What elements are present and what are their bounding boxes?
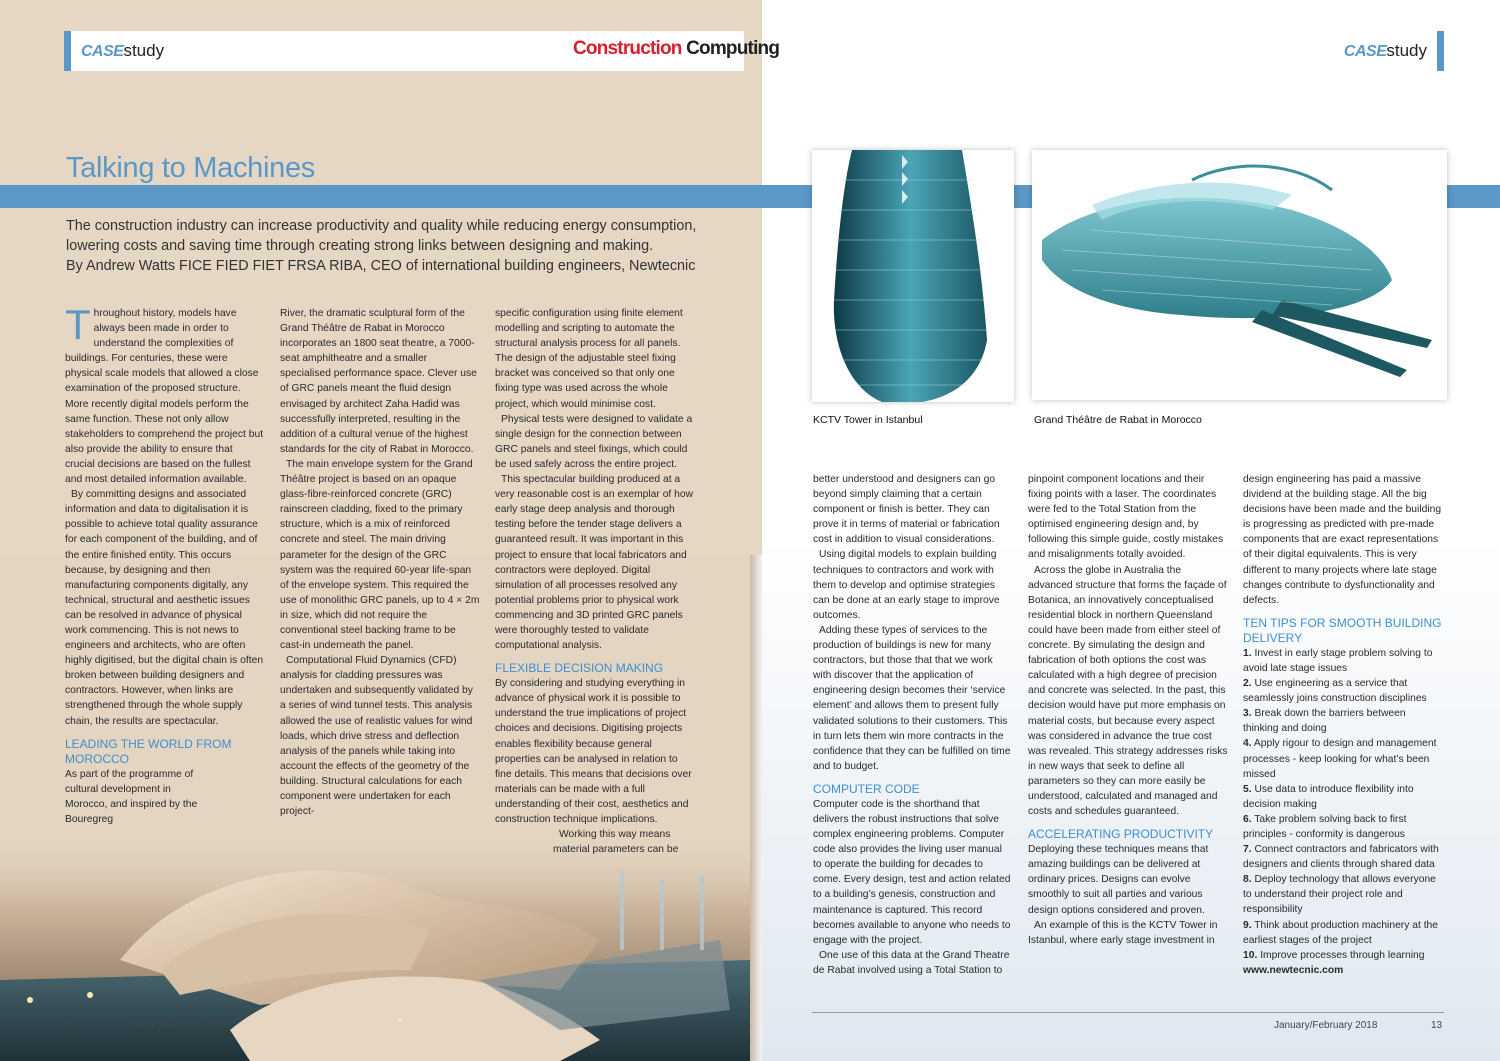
magazine-logo [573, 38, 779, 60]
paragraph: As part of the programme of cultural development in Morocco, and inspired by the Bouregreg [65, 768, 198, 825]
spine-gutter [750, 555, 762, 1061]
section-heading: LEADING THE WORLD FROM MOROCCO [65, 736, 232, 766]
byline: By Andrew Watts FICE FIED FIET FRSA RIBA, CEO of international building engineers, Newtecnic [66, 258, 696, 274]
logo-word-construction: Construction [573, 38, 682, 59]
column-1 [65, 301, 265, 827]
standfirst-line: lowering costs and saving time through creating strong links between designing and making. [66, 238, 654, 254]
paragraph: Deploying these techniques means that amazing buildings can be delivered at ordinary prices. Designs can evolve smoothly to suit all parties and various design options considered and proven. [1028, 844, 1209, 916]
kctv-tower-render [812, 150, 1014, 402]
rabat-theatre-photo [1032, 150, 1447, 400]
paragraph: Working this way means material parameters can be [553, 829, 679, 856]
section-study-word: study [123, 41, 165, 60]
column-5 [1028, 472, 1228, 948]
article-title: Talking to Machines [66, 152, 315, 184]
section-case-word: CASE [81, 43, 124, 60]
tip-item: 6. Take problem solving back to first principles - conformity is dangerous [1243, 813, 1407, 840]
tip-item: 8. Deploy technology that allows everyone to understand their project role and responsibility [1243, 874, 1436, 916]
tip-item: 5. Use data to introduce flexibility into decision making [1243, 783, 1414, 810]
left-issue-date: January/February 2018 [127, 1020, 231, 1031]
column-2 [280, 306, 480, 819]
right-page-number: 13 [1431, 1020, 1443, 1031]
paragraph: hroughout history, models have always been made in order to understand the complexities of buildings. For centuries, these were physical scale models that allowed a close examination of the proposed structure. More recently digital models perform the same function. These not only allow stakeholders to comprehend the project but also provide the ability to ensure that crucial decisions are based on the fullest and most detailed information available. [65, 308, 264, 486]
paragraph: This spectacular building produced at a very reasonable cost is an exemplar of how early stage deep analysis and thorough testing before the tender stage delivers a guaranteed result. It was important in this project to ensure that local fabricators and contractors were deployed. Digital simulation of all processes resolved any potential problems prior to physical work commencing and 3D printed GRC panels were thoroughly tested to validate computational analysis. [495, 474, 694, 652]
paragraph: Computational Fluid Dynamics (CFD) analysis for cladding pressures was undertaken and subsequently validated by a series of wind tunnel tests. This analysis allowed the use of realistic values for wind loads, which drive stress and deflection analysis of the panels while taking into account the effects of the geometry of the building. Structural calculations for each component were undertaken for each project- [280, 655, 473, 818]
paragraph: design engineering has paid a massive dividend at the building stage. All the big decisions have been made and the building is progressing as predicted with pre-made components that are exact representations of their digital equivalents. This is very different to many projects where late stage changes contribute to dysfunctionality and defects. [1243, 474, 1442, 606]
right-section-label [1344, 41, 1427, 61]
tip-item: 2. Use engineering as a service that seamlessly joins construction disciplines [1243, 678, 1427, 705]
right-issue-date: January/February 2018 [1274, 1020, 1378, 1031]
standfirst [66, 216, 746, 276]
tip-item: 9. Think about production machinery at the earliest stages of the project [1243, 919, 1439, 946]
paragraph: Physical tests were designed to validate a single design for the connection between GRC panels and steel fixings, which could be used safely across the entire project. [495, 413, 693, 470]
paragraph: pinpoint component locations and their fixing points with a laser. The coordinates were fed to the Total Station from the optimised engineering design and, by following this simple guide, costly mistakes and misalignments totally avoided. [1028, 474, 1224, 561]
tip-item: 4. Apply rigour to design and management processes - keep looking for what’s been missed [1243, 738, 1437, 780]
tip-item: 3. Break down the barriers between thinking and doing [1243, 708, 1406, 735]
paragraph: By committing designs and associated information and data to digitalisation it is possible to achieve total quality assurance for each component of the building, and of the entire finished entity. This occurs because, by designing and then manufacturing components digitally, any technical, structural and aesthetic issues can be resolved in advance of physical work commencing. This is not news to engineers and architects, who are often highly digitised, but the digital chain is often broken between building designers and contractors. However, when links are strengthened through the whole supply chain, the results are spectacular. [65, 489, 264, 727]
column-4 [813, 472, 1013, 978]
website-link[interactable]: www.newtecnic.com [1243, 964, 1344, 976]
right-header-bar [762, 31, 1444, 71]
section-case-word: CASE [1343, 43, 1387, 60]
logo-word-computing: Computing [686, 38, 780, 59]
paragraph: specific configuration using finite element modelling and scripting to automate the structural analysis process for all panels. The design of the adjustable steel fixing bracket was conceived so that only one fixing type was used across the whole project, which would minimise cost. [495, 308, 683, 410]
left-section-label [81, 41, 164, 61]
drop-cap: T [65, 301, 91, 348]
kctv-caption: KCTV Tower in Istanbul [813, 414, 923, 426]
section-heading: TEN TIPS FOR SMOOTH BUILDING DELIVERY [1243, 615, 1442, 645]
tip-item: 10. Improve processes through learning [1243, 949, 1425, 961]
paragraph: Adding these types of services to the production of buildings is new for many contractors, but those that that we work with discover that the application of engineering design becomes their ‘service element’ and allows them to present fully validated solutions to their customers. This in turn lets them win more contracts in the confidence that they can be fulfilled on time and to budget. [813, 624, 1011, 772]
tip-item: 1. Invest in early stage problem solving to avoid late stage issues [1243, 647, 1433, 674]
kctv-tower-photo [812, 150, 1014, 402]
paragraph: River, the dramatic sculptural form of the Grand Théâtre de Rabat in Morocco incorporates an 1800 seat theatre, a 7000-seat amphitheatre and a smaller specialised performance space. Clever use of GRC panels meant the fluid design envisaged by architect Zaha Hadid was successfully interpreted, resulting in the addition of a cultural venue of the highest standards for the city of Rabat in Morocco. [280, 308, 477, 455]
standfirst-line: The construction industry can increase productivity and quality while reducing energy consumption, [66, 218, 697, 234]
section-heading: ACCELERATING PRODUCTIVITY [1028, 827, 1214, 842]
paragraph: By considering and studying everything in advance of physical work it is possible to understand the true implications of project choices and decisions. Digitising projects enables flexibility because general properties can be analysed in relation to fine details. This means that decisions over materials can be made with a full understanding of their cost, aesthetics and construction technique implications. [495, 678, 692, 825]
rabat-render-illustration [0, 830, 750, 1061]
paragraph: Computer code is the shorthand that delivers the robust instructions that solve complex engineering problems. Computer code also provides the living user manual to operate the building for decades to come. Every design, test and action related to a building’s genesis, construction and maintenance is captured. This record becomes available to anyone who needs to engage with the project. [813, 798, 1011, 946]
footer-rule [812, 1012, 1444, 1013]
tip-item: 7. Connect contractors and fabricators with designers and clients through shared data [1243, 844, 1439, 871]
section-study-word: study [1386, 41, 1427, 60]
section-heading: COMPUTER CODE [813, 781, 920, 796]
column-6 [1243, 472, 1443, 978]
section-heading: FLEXIBLE DECISION MAKING [495, 661, 664, 676]
paragraph: Across the globe in Australia the advanced structure that forms the façade of Botanica, an innovatively conceptualised residential block in northern Queensland could have been made from either steel of concrete. By simulating the design and fabrication of both options the cost was calculated with a high degree of precision and concrete was selected. In the past, this decision would have put more emphasis on material costs, but because every aspect was considered in advance the true cost was revealed. This strategy addresses risks in new ways that seek to define all parameters so they can more easily be understood, calculated and managed and costs and schedules guaranteed. [1028, 564, 1228, 818]
paragraph: An example of this is the KCTV Tower in Istanbul, where early stage investment in [1028, 919, 1218, 946]
paragraph: better understood and designers can go beyond simply claiming that a certain component or finish is better. They can prove it in terms of material or fabrication cost in addition to visual considerations. [813, 474, 1000, 546]
left-page-number: 12 [64, 1020, 76, 1031]
paragraph: Using digital models to explain building techniques to contractors and work with them to develop and optimise strategies can be done at an early stage to improve outcomes. [813, 549, 1000, 621]
paragraph: The main envelope system for the Grand Théâtre project is based on an opaque glass-fibre-reinforced concrete (GRC) rainscreen cladding, fixed to the primary structure, which is a mix of reinforced concrete and steel. The main driving parameter for the design of the GRC system was the required 60-year life-span of the envelope system. This required the use of monolithic GRC panels, up to 4 × 2m in size, which did not require the conventional steel backing frame to be cast-in underneath the panel. [280, 458, 480, 652]
rabat-theatre-render [1032, 150, 1447, 400]
tips-list [1243, 646, 1443, 963]
column-3 [495, 306, 695, 857]
rabat-caption: Grand Théâtre de Rabat in Morocco [1034, 414, 1202, 426]
paragraph: One use of this data at the Grand Theatre de Rabat involved using a Total Station to [813, 949, 1010, 976]
